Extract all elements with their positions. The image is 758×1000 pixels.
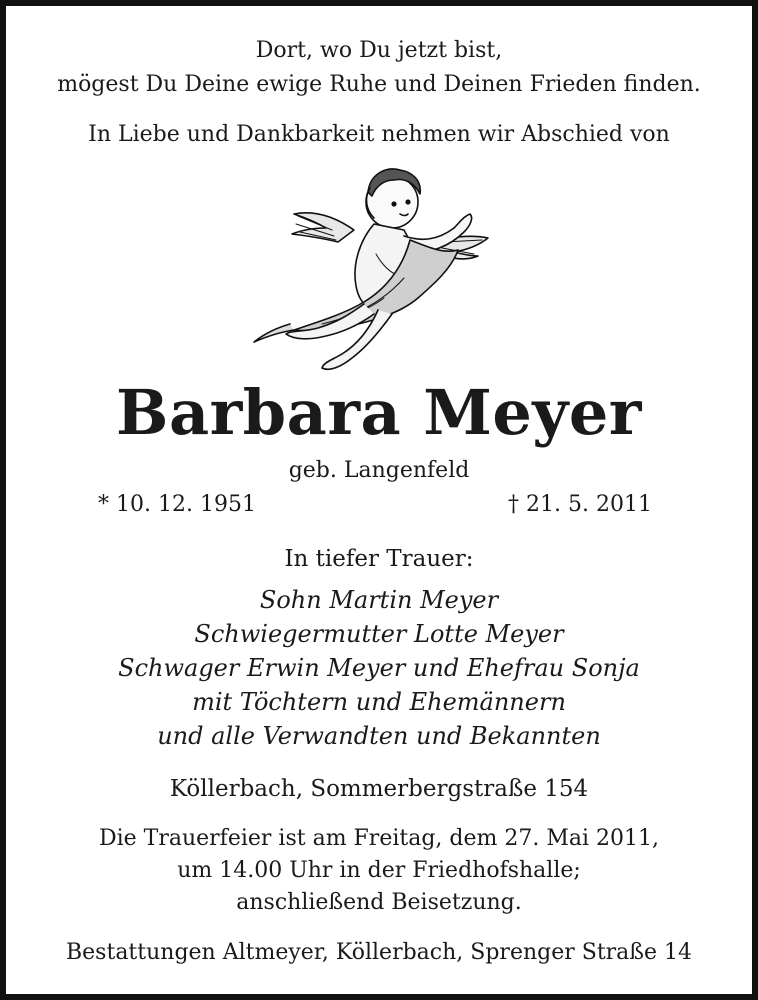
birth-date: * 10. 12. 1951: [98, 492, 256, 517]
mourner-line: mit Töchtern und Ehemännern: [192, 688, 566, 716]
death-date: † 21. 5. 2011: [508, 492, 652, 517]
mourner-line: Schwager Erwin Meyer und Ehefrau Sonja: [118, 654, 640, 682]
mourner-line: Schwiegermutter Lotte Meyer: [194, 620, 564, 648]
intro-text: In Liebe und Dankbarkeit nehmen wir Abschied von: [88, 122, 670, 147]
life-dates: [6, 490, 752, 520]
family-address: Köllerbach, Sommerbergstraße 154: [169, 776, 589, 802]
poem-line-1: Dort, wo Du jetzt bist,: [255, 38, 503, 63]
ceremony-line: um 14.00 Uhr in der Friedhofshalle;: [177, 858, 581, 883]
ceremony-line: Die Trauerfeier ist am Freitag, dem 27. Mai 2011,: [98, 826, 659, 851]
poem-line-2: mögest Du Deine ewige Ruhe und Deinen Frieden finden.: [57, 72, 701, 97]
mourner-line: Sohn Martin Meyer: [259, 586, 499, 614]
mourner-line: und alle Verwandten und Bekannten: [157, 722, 601, 750]
maiden-name: geb. Langenfeld: [288, 458, 470, 483]
cherub-angel-icon: [234, 158, 496, 380]
mourning-heading: In tiefer Trauer:: [284, 546, 474, 572]
undertaker-info: Bestattungen Altmeyer, Köllerbach, Sprenger Straße 14: [66, 940, 692, 965]
ceremony-line: anschließend Beisetzung.: [236, 890, 522, 915]
deceased-name: Barbara Meyer: [116, 376, 642, 449]
